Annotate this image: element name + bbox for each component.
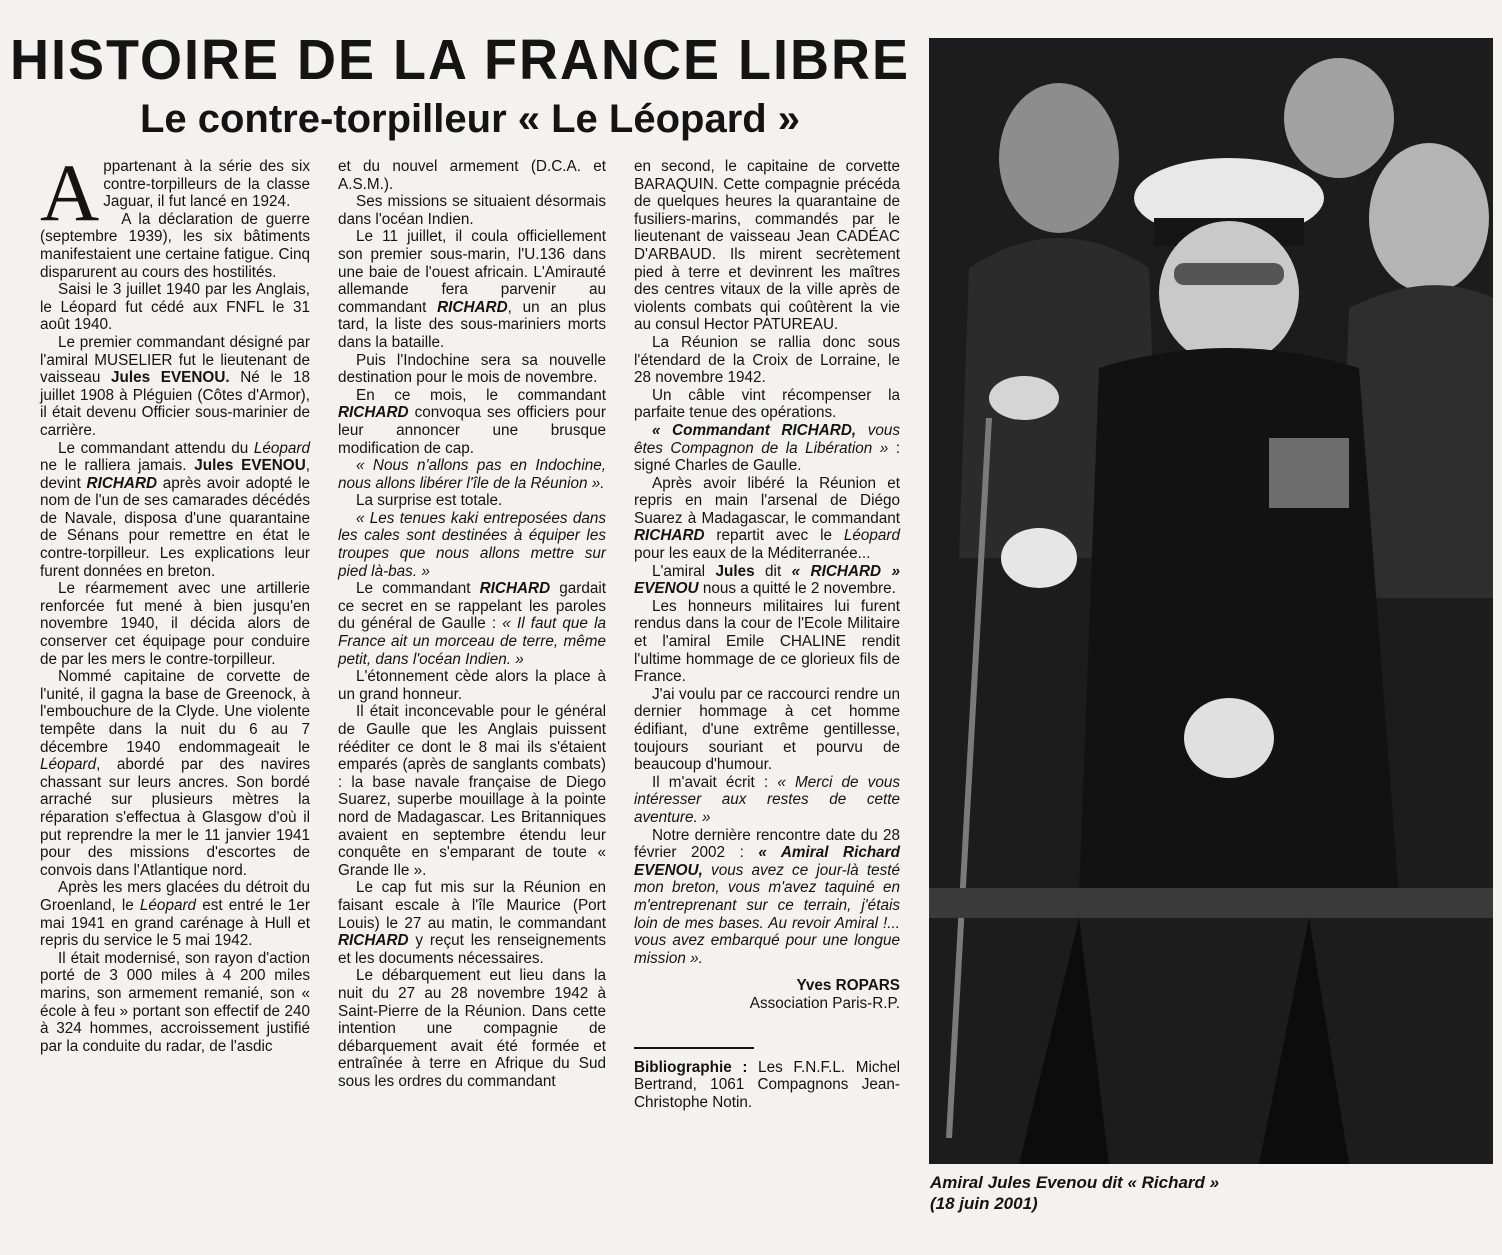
quote: « Les tenues kaki entreposées dans les cales sont destinées à équiper les troupes que nous allons mettre sur pied là-bas. » [338, 509, 606, 580]
paragraph: La surprise est totale. [356, 492, 503, 510]
paragraph: Puis l'Indochine sera sa nouvelle destination pour le mois de novembre. [338, 351, 606, 387]
paragraph: La Réunion se rallia donc sous l'étendard de la Croix de Lorraine, le 28 novembre 1942. [634, 333, 900, 387]
dropcap: A [40, 147, 100, 238]
paragraph: Appartenant à la série des six contre-torpilleurs de la classe Jaguar, il fut lancé en 1924. [40, 147, 310, 238]
paragraph: Notre dernière rencontre date du 28 février 2002 : « Amiral Richard EVENOU, vous avez ce jour-là testé mon breton, vous m'avez taquiné en m'entreprenant sur ce terrain, j'étais loin de mes bases. Au revoir Amiral !... vous avez embarqué pour une longue mission ». [634, 826, 900, 967]
subheadline: Le contre-torpilleur « Le Léopard » [139, 97, 801, 141]
paragraph: Il m'avait écrit : « Merci de vous intéresser aux restes de cette aventure. » [634, 773, 900, 826]
author-affiliation: Association Paris-R.P. [749, 994, 900, 1012]
paragraph: Le réarmement avec une artillerie renforcée fut mené à bien jusqu'en novembre 1940, il décida alors de conserver cet équipage pour conduire de par les mers le contre-torpilleur. [40, 580, 310, 668]
paragraph: Après avoir libéré la Réunion et repris en main l'arsenal de Diégo Suarez à Madagascar, le commandant RICHARD repartit avec le Léopard pour les eaux de la Méditerranée... [634, 474, 900, 563]
photo-illustration [929, 38, 1493, 1164]
paragraph: et du nouvel armement (D.C.A. et A.S.M.). [338, 158, 606, 193]
signature [634, 977, 900, 1012]
paragraph: Le commandant attendu du Léopard ne le ralliera jamais. Jules EVENOU, devint RICHARD après avoir adopté le nom de l'un de ses camarades décédés de Navale, disposa d'une quarantaine de Sénans pour remettre en état le contre-torpilleur. Les explications leur furent données en breton. [40, 439, 310, 580]
paragraph: Il était inconcevable pour le général de Gaulle que les Anglais puissent rééditer ce dont le 8 mai ils s'étaient emparés (après de sanglants combats) : la base navale française de Diego Suarez, superbe mouillage à la pointe nord de Madagascar. Les Britanniques avaient en septembre étendu leur conquête en s'emparant de toute « Grande Ile ». [338, 703, 606, 879]
paragraph: J'ai voulu par ce raccourci rendre un dernier hommage à cet homme édifiant, d'une extrême gentillesse, toujours souriant et pourvu de beaucoup d'humour. [634, 685, 900, 774]
article-column-3 [634, 158, 900, 1111]
divider [634, 1047, 754, 1049]
paragraph: Le cap fut mis sur la Réunion en faisant escale à l'île Maurice (Port Louis) le 27 au matin, le commandant RICHARD y reçut les renseignements et les documents nécessaires. [338, 879, 606, 967]
paragraph: en second, le capitaine de corvette BARAQUIN. Cette compagnie précéda de quelques heures la quarantaine de fusiliers-marins, commandés par le lieutenant de vaisseau Jean CADÉAC D'ARBAUD. Ils mirent secrètement pied à terre et devinrent les maîtres des centres vitaux de la ville après de violents combats qui coûtèrent la vie au consul Hector PATUREAU. [634, 158, 900, 334]
paragraph: Le 11 juillet, il coula officiellement son premier sous-marin, l'U.136 dans une baie de l'ouest africain. L'Amirauté allemande fera parvenir au commandant RICHARD, un an plus tard, la liste des sous-mariniers morts dans la bataille. [338, 228, 607, 351]
portrait-photo [929, 38, 1493, 1164]
paragraph: Nommé capitaine de corvette de l'unité, il gagna la base de Greenock, à l'embouchure de la Clyde. Une violente tempête dans la nuit du 6 au 7 décembre 1940 endommageait le Léopard, abordé par des navires chassant sur leurs ancres. Son bordé arraché sur plusieurs mètres la réparation s'effectua à Glasgow d'où il put reprendre la mer le 11 janvier 1941 pour des missions d'escortes de convois dans l'Atlantique nord. [40, 668, 310, 879]
paragraph: Saisi le 3 juillet 1940 par les Anglais, le Léopard fut cédé aux FNFL le 31 août 1940. [40, 281, 310, 334]
paragraph: A la déclaration de guerre (septembre 1939), les six bâtiments manifestaient une certaine fatigue. Cinq disparurent au cours des hostilités. [40, 210, 310, 281]
paragraph: Ses missions se situaient désormais dans l'océan Indien. [338, 193, 606, 228]
paragraph: En ce mois, le commandant RICHARD convoqua ses officiers pour leur annoncer une brusque modification de cap. [338, 386, 606, 457]
paragraph: Il était modernisé, son rayon d'action porté de 3 000 miles à 4 200 miles marins, son armement remanié, son « école à feu » portant son effectif de 240 à 324 hommes, accroissement justifié par la conduite du radar, de l'asdic [40, 949, 310, 1055]
paragraph: Les honneurs militaires lui furent rendus dans la cour de l'Ecole Militaire et l'amiral Emile CHALINE rendit l'ultime hommage de ce glorieux fils de France. [634, 597, 900, 686]
quote: « Nous n'allons pas en Indochine, nous allons libérer l'île de la Réunion ». [338, 457, 606, 492]
author-name: Yves ROPARS [796, 977, 900, 995]
caption-line-2: (18 juin 2001) [930, 1194, 1038, 1213]
paragraph: Après les mers glacées du détroit du Groenland, le Léopard est entré le 1er mai 1941 en grand carénage à Hull et repris du service le 5 mai 1942. [40, 879, 310, 950]
caption-line-1: Amiral Jules Evenou dit « Richard » [930, 1173, 1220, 1192]
paragraph: L'amiral Jules dit « RICHARD » EVENOU nous a quitté le 2 novembre. [634, 562, 901, 598]
bibliography: Bibliographie : Les F.N.F.L. Michel Bertrand, 1061 Compagnons Jean-Christophe Notin. [634, 1058, 900, 1111]
headline: HISTOIRE DE LA FRANCE LIBRE [9, 28, 911, 92]
paragraph: Le débarquement eut lieu dans la nuit du 27 au 28 novembre 1942 à Saint-Pierre de la Réunion. Dans cette intention une compagnie de débarquement avait été formée et entraînée à terre en Afrique du Sud sous les ordres du commandant [338, 967, 606, 1090]
paragraph: L'étonnement cède alors la place à un grand honneur. [338, 668, 606, 703]
paragraph: Le commandant RICHARD gardait ce secret en se rappelant les paroles du général de Gaulle : « Il faut que la France ait un morceau de terre, même petit, dans l'océan Indien. » [338, 580, 606, 668]
article-column-2 [338, 158, 606, 1090]
article-column-1 [40, 147, 311, 1055]
photo-caption [930, 1172, 1490, 1214]
quote: « Commandant RICHARD, vous êtes Compagnon de la Libération » : signé Charles de Gaulle. [634, 421, 901, 475]
paragraph: Un câble vint récompenser la parfaite tenue des opérations. [634, 386, 900, 422]
paragraph: Le premier commandant désigné par l'amiral MUSELIER fut le lieutenant de vaisseau Jules EVENOU. Né le 18 juillet 1908 à Pléguien (Côtes d'Armor), il était devenu Officier sous-marinier de carrière. [40, 333, 311, 439]
